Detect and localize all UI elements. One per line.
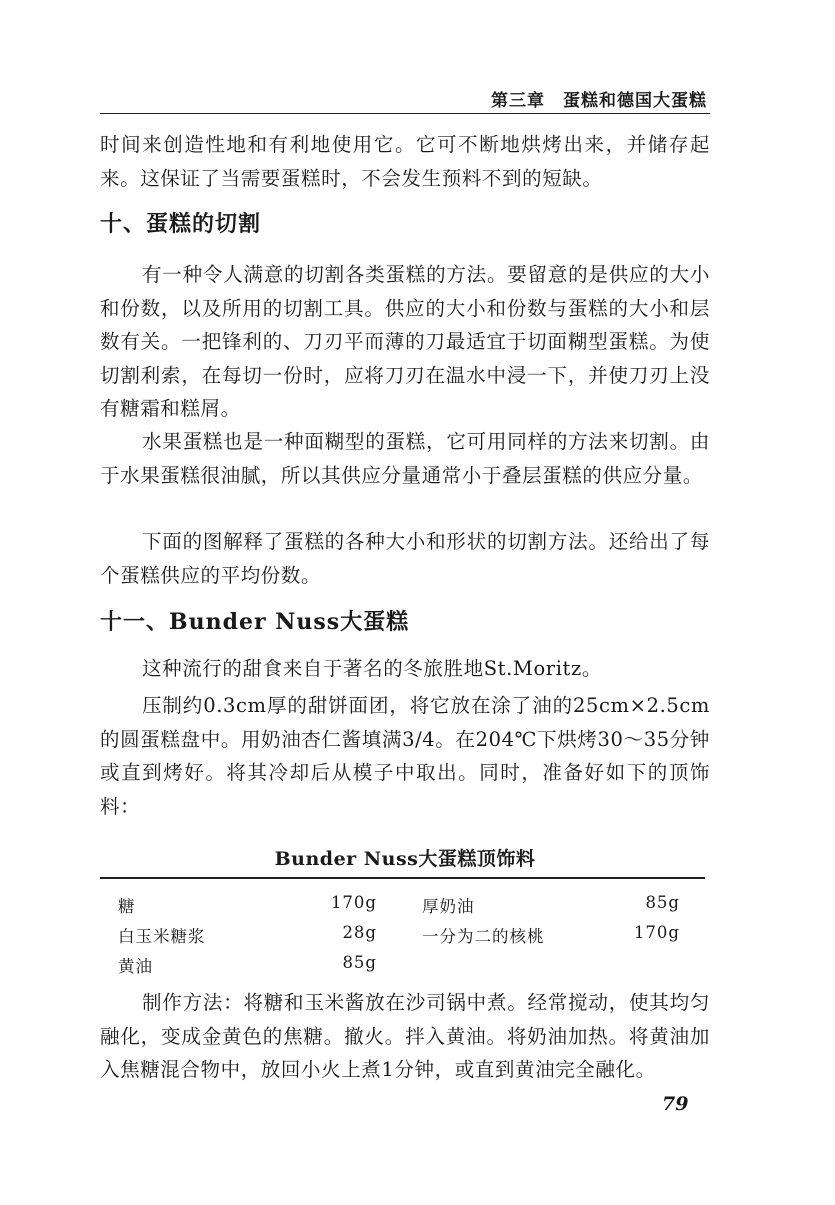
section-11-heading: 十一、Bunder Nuss大蛋糕 [100, 609, 410, 635]
ingredient-qty: 170g [330, 893, 377, 912]
ingredient-name: 黄油 [118, 957, 153, 976]
ingredient-qty: 85g [645, 893, 680, 912]
ingredient-name: 糖 [118, 897, 136, 916]
ingredient-qty: 28g [342, 923, 377, 942]
method-paragraph: 制作方法：将糖和玉米酱放在沙司锅中煮。经常搅动，使其均匀融化，变成金黄色的焦糖。撤火。拌入黄油。将奶油加热。将黄油加入焦糖混合物中，放回小火上煮1分钟，或直到黄油完全融化。 [100, 991, 710, 1081]
ingredient-table-rule [100, 877, 705, 879]
section-11-paragraph-1: 这种流行的甜食来自于著名的冬旅胜地St.Moritz。 [142, 657, 602, 680]
page-number: 79 [662, 1093, 689, 1115]
continuation-paragraph: 时间来创造性地和有利地使用它。它可不断地烘烤出来，并储存起来。这保证了当需要蛋糕时，不会发生预料不到的短缺。 [100, 133, 710, 190]
section-11-paragraph-2: 压制约0.3cm厚的甜饼面团，将它放在涂了油的25cm×2.5cm的圆蛋糕盘中。用奶油杏仁酱填满3/4。在204℃下烘烤30～35分钟或直到烤好。将其冷却后从模子中取出。同时，准备好如下的顶饰料： [100, 694, 710, 818]
header-rule [100, 113, 710, 114]
section-10-heading: 十、蛋糕的切割 [100, 211, 262, 237]
section-10-paragraph-1: 有一种令人满意的切割各类蛋糕的方法。要留意的是供应的大小和份数，以及所用的切割工具。供应的大小和份数与蛋糕的大小和层数有关。一把锋利的、刀刃平而薄的刀最适宜于切面糊型蛋糕。为使切割利索，在每切一份时，应将刀刃在温水中浸一下，并使刀刃上没有糖霜和糕屑。 [100, 263, 710, 420]
running-head: 第三章 蛋糕和德国大蛋糕 [491, 91, 707, 111]
section-10-paragraph-2: 水果蛋糕也是一种面糊型的蛋糕，它可用同样的方法来切割。由于水果蛋糕很油腻，所以其供应分量通常小于叠层蛋糕的供应分量。 [100, 430, 710, 487]
ingredient-name: 厚奶油 [422, 897, 475, 916]
ingredient-name: 白玉米糖浆 [118, 927, 206, 946]
ingredient-qty: 85g [342, 953, 377, 972]
section-10-paragraph-3: 下面的图解释了蛋糕的各种大小和形状的切割方法。还给出了每个蛋糕供应的平均份数。 [100, 530, 710, 587]
ingredient-table-title: Bunder Nuss大蛋糕顶饰料 [274, 848, 536, 870]
ingredient-name: 一分为二的核桃 [422, 927, 545, 946]
ingredient-qty: 170g [633, 923, 680, 942]
